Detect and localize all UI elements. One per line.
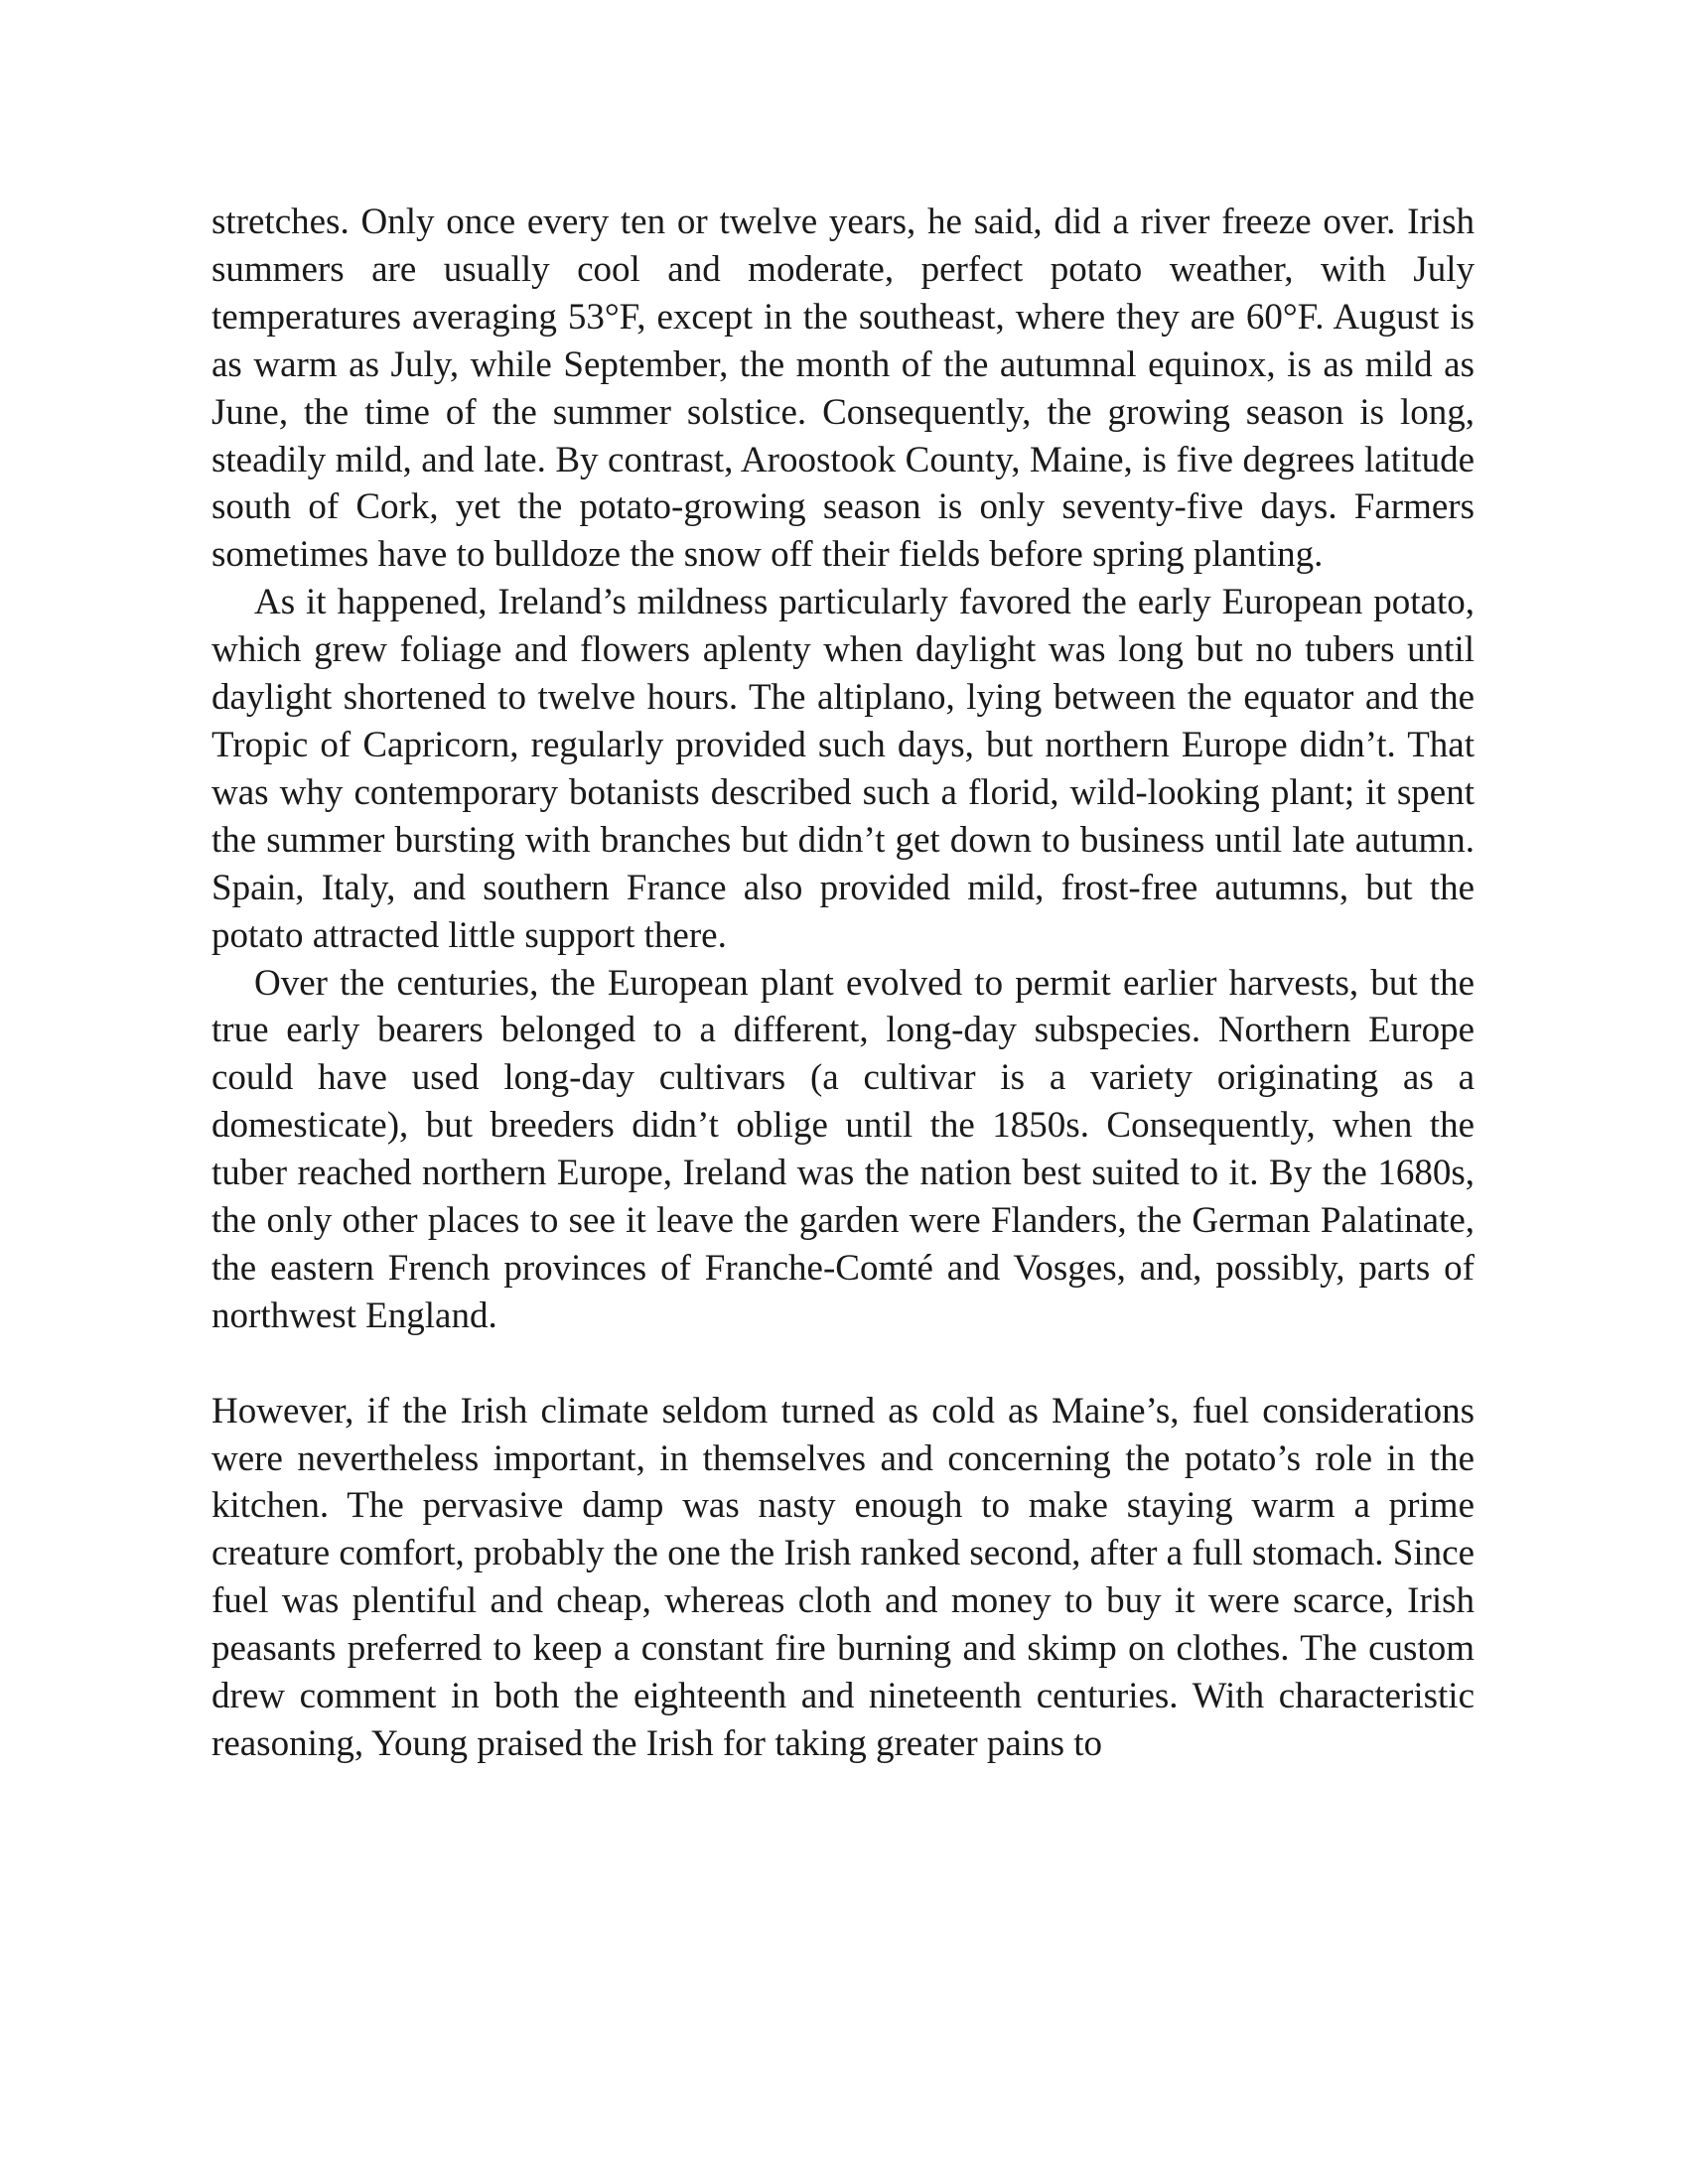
paragraph-fuel: However, if the Irish climate seldom turned as cold as Maine’s, fuel considerations were nevertheless important, in themselves and concerning the potato’s role in the kitchen. The pervasive damp was nasty enough to make staying warm a prime creature comfort, probably the one the Irish ranked second, after a full stomach. Since fuel was plentiful and cheap, whereas cloth and money to buy it were scarce, Irish peasants preferred to keep a constant fire burning and skimp on clothes. The custom drew comment in both the eighteenth and nineteenth centuries. With characteristic reasoning, Young praised the Irish for taking greater pains to	[211, 1390, 1475, 1764]
paragraph-centuries: Over the centuries, the European plant evolved to permit earlier harvests, but the true early bearers belonged to a different, long-day subspecies. Northern Europe could have used long-day cultivars (a cultivar is a variety originating as a domesticate), but breeders didn’t oblige until the 1850s. Consequently, when the tuber reached northern Europe, Ireland was the nation best suited to it. By the 1680s, the only other places to see it leave the garden were Flanders, the German Palatinate, the eastern French provinces of Franche-Comté and Vosges, and, possibly, parts of northwest England.	[211, 962, 1475, 1336]
page-body	[211, 199, 1475, 1768]
paragraph-mildness: As it happened, Ireland’s mildness particularly favored the early European potato, which grew foliage and flowers aplenty when daylight was long but no tubers until daylight shortened to twelve hours. The altiplano, lying between the equator and the Tropic of Capricorn, regularly provided such days, but northern Europe didn’t. That was why contemporary botanists described such a florid, wild-looking plant; it spent the summer bursting with branches but didn’t get down to business until late autumn. Spain, Italy, and southern France also provided mild, frost-free autumns, but the potato attracted little support there.	[211, 582, 1475, 956]
paragraph-climate: stretches. Only once every ten or twelve years, he said, did a river freeze over. Irish summers are usually cool and moderate, perfect potato weather, with July temperatures averaging 53°F, except in the southeast, where they are 60°F. August is as warm as July, while September, the month of the autumnal equinox, is as mild as June, the time of the summer solstice. Consequently, the growing season is long, steadily mild, and late. By contrast, Aroostook County, Maine, is five degrees latitude south of Cork, yet the potato-growing season is only seventy-five days. Farmers sometimes have to bulldoze the snow off their fields before spring planting.	[211, 202, 1475, 576]
